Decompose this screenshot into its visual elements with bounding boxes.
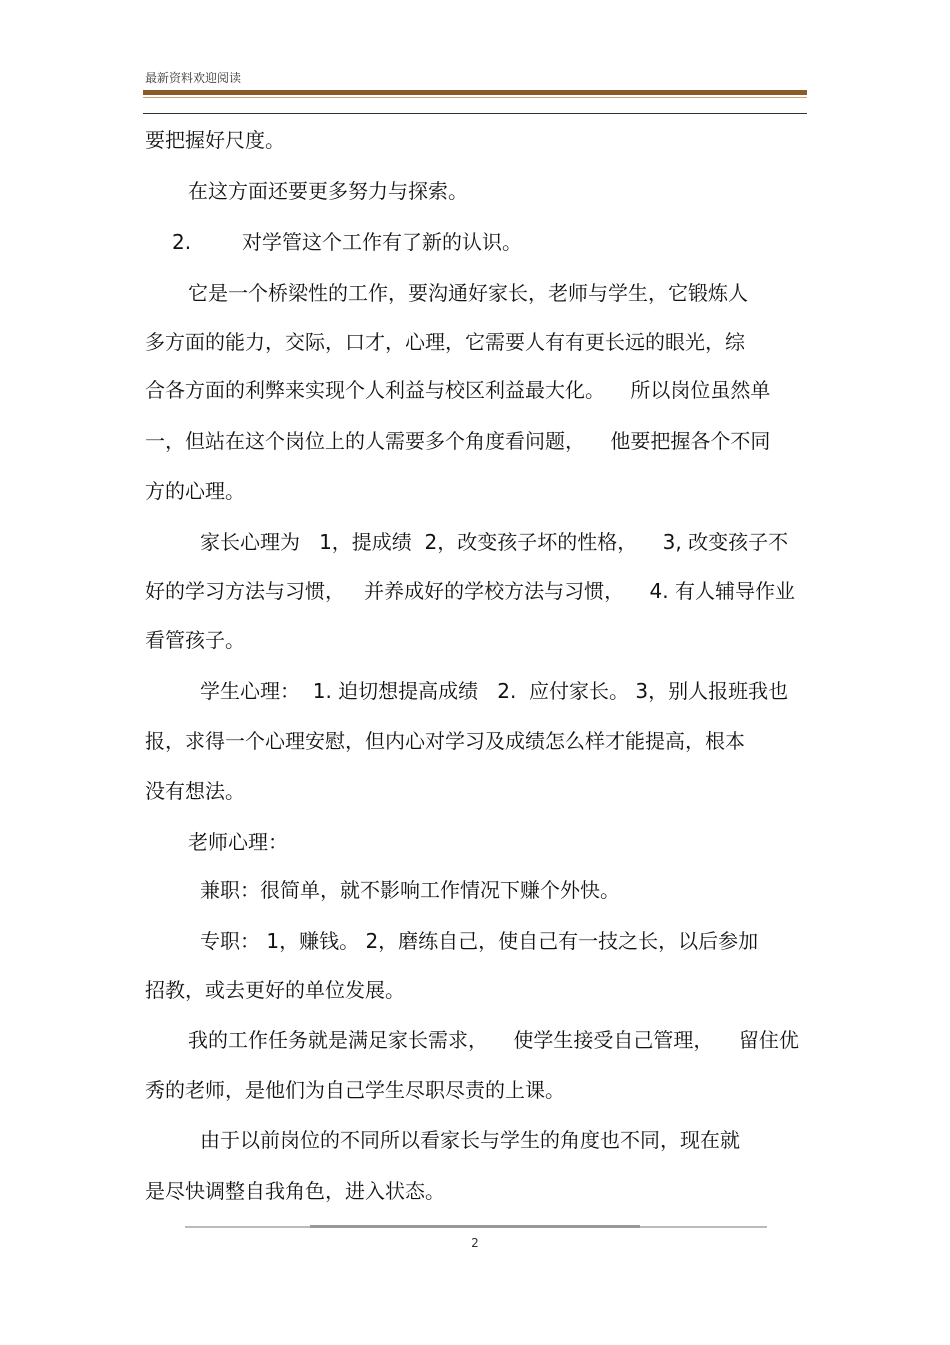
text-line: 秀的老师，是他们为自己学生尽职尽责的上课。 bbox=[145, 1078, 565, 1102]
text-line: 没有想法。 bbox=[145, 779, 245, 803]
text-line: 一，但站在这个岗位上的人需要多个角度看问题， 他要把握各个不同 bbox=[145, 429, 771, 453]
text-line: 是尽快调整自我角色，进入状态。 bbox=[145, 1179, 445, 1203]
header-rule-thin bbox=[143, 97, 807, 98]
text-line: 招教，或去更好的单位发展。 bbox=[145, 978, 405, 1002]
text-line: 我的工作任务就是满足家长需求， 使学生接受自己管理， 留住优 bbox=[188, 1028, 799, 1052]
text-line: 专职： 1，赚钱。 2，磨练自己，使自己有一技之长，以后参加 bbox=[200, 929, 759, 953]
text-line: 多方面的能力，交际，口才，心理，它需要人有有更长远的眼光，综 bbox=[145, 330, 745, 354]
header-rule-brown bbox=[143, 90, 807, 95]
text-line: 要把握好尺度。 bbox=[145, 128, 285, 152]
text-line: 好的学习方法与习惯， 并养成好的学校方法与习惯， 4. 有人辅导作业 bbox=[145, 579, 795, 603]
text-line: 看管孩子。 bbox=[145, 628, 245, 652]
page-header-text: 最新资料欢迎阅读 bbox=[145, 71, 242, 85]
page-number: 2 bbox=[471, 1236, 479, 1250]
text-line: 由于以前岗位的不同所以看家长与学生的角度也不同，现在就 bbox=[200, 1128, 740, 1152]
text-line: 报，求得一个心理安慰，但内心对学习及成绩怎么样才能提高，根本 bbox=[145, 729, 745, 753]
text-line: 学生心理： 1. 迫切想提高成绩 2. 应付家长。 3，别人报班我也 bbox=[200, 679, 789, 703]
header-rule-black bbox=[143, 113, 807, 114]
text-line: 在这方面还要更多努力与探索。 bbox=[188, 179, 468, 203]
text-line: 2. 对学管这个工作有了新的认识。 bbox=[172, 230, 522, 254]
text-line: 它是一个桥梁性的工作，要沟通好家长，老师与学生，它锻炼人 bbox=[188, 281, 748, 305]
text-line: 老师心理： bbox=[188, 830, 288, 854]
text-line: 方的心理。 bbox=[145, 479, 245, 503]
text-line: 合各方面的利弊来实现个人利益与校区利益最大化。 所以岗位虽然单 bbox=[145, 378, 771, 402]
footer-rule-accent bbox=[310, 1225, 640, 1228]
text-line: 兼职：很简单，就不影响工作情况下赚个外快。 bbox=[200, 878, 620, 902]
text-line: 家长心理为 1，提成绩 2，改变孩子坏的性格， 3, 改变孩子不 bbox=[200, 530, 789, 554]
